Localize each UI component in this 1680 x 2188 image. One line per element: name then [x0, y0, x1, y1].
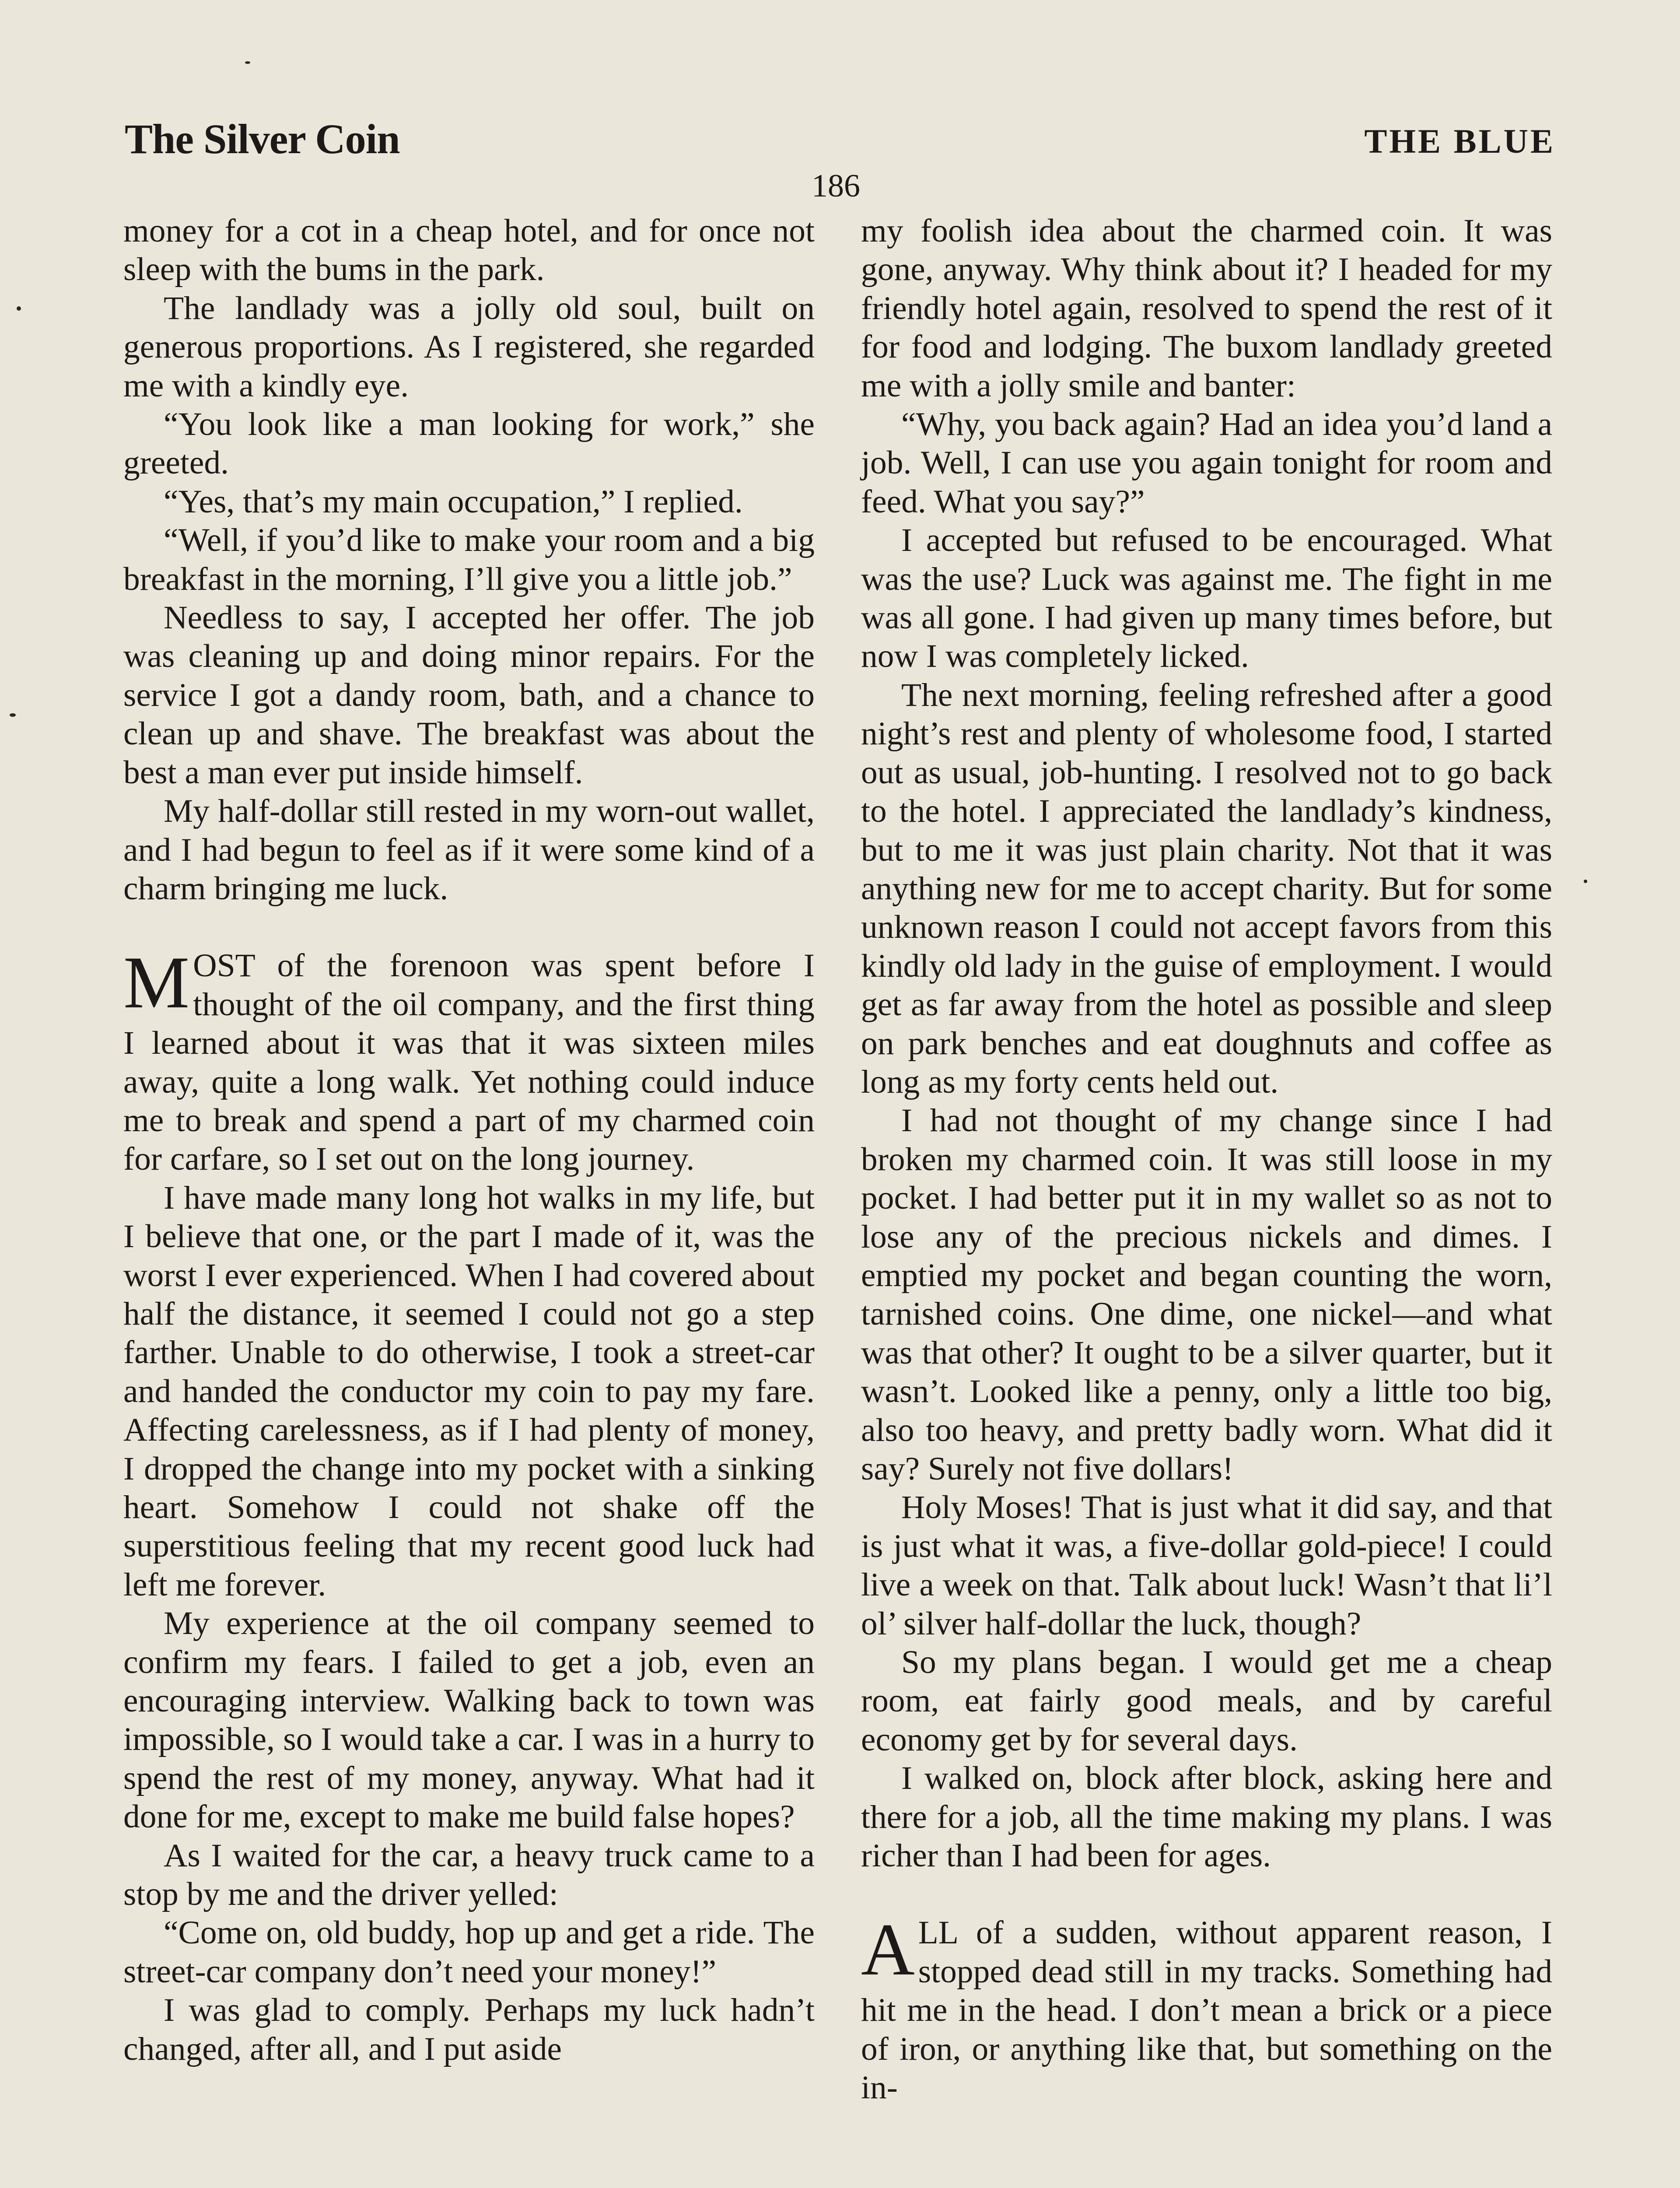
paragraph: “You look like a man looking for work,” she greeted. — [123, 406, 815, 481]
magazine-title: THE BLUE — [1364, 122, 1555, 160]
paragraph: I walked on, block after block, asking here and there for a job, all the time making my plans. I was richer than I had been for ages. — [861, 1760, 1552, 1874]
paragraph: So my plans began. I would get me a cheap room, eat fairly good meals, and by careful economy get by for several days. — [861, 1644, 1552, 1758]
paragraph: my foolish idea about the charmed coin. It was gone, anyway. Why think about it? I headed for my friendly hotel again, resolved to spend the rest of it for food and lodging. The buxom landlady greeted me with a jolly smile and banter: — [861, 213, 1552, 404]
section-opening-text: OST of the forenoon was spent before I thought of the oil company, and the first thing I learned about it was that it was sixteen miles away, quite a long walk. Yet nothing could induce me to break and spend a part of my charmed coin for carfare, so I set out on the long journey. — [123, 947, 815, 1178]
section-opening-text: LL of a sudden, without apparent reason, I stopped dead still in my tracks. Something had hit me in the head. I don’t mean a brick or a piece of iron, or anything like that, but something on the in- — [861, 1914, 1552, 2106]
paragraph: I have made many long hot walks in my life, but I believe that one, or the part I made of it, was the worst I ever experienced. When I had covered about half the distance, it seemed I could not go a step farther. Unable to do otherwise, I took a street-car and handed the conductor my coin to pay my fare. Affecting carelessness, as if I had plenty of money, I dropped the change into my pocket with a sinking heart. Somehow I could not shake off the superstitious feeling that my recent good luck had left me forever. — [123, 1179, 815, 1603]
drop-cap: M — [123, 941, 190, 1024]
paragraph: The landlady was a jolly old soul, built on generous proportions. As I registered, she regarded me with a kindly eye. — [123, 290, 815, 404]
left-column — [123, 212, 815, 2069]
paragraph: “Why, you back again? Had an idea you’d land a job. Well, I can use you again tonight for room and feed. What you say?” — [861, 406, 1552, 520]
page-number: 186 — [812, 168, 860, 204]
paper-speck — [245, 61, 250, 64]
paragraph: My experience at the oil company seemed to confirm my fears. I failed to get a job, even an encouraging interview. Walking back to town was impossible, so I would take a car. I was in a hurry to spend the rest of my money, anyway. What had it done for me, except to make me build false hopes? — [123, 1605, 815, 1835]
drop-cap: A — [861, 1908, 915, 1991]
paragraph: I accepted but refused to be encouraged. What was the use? Luck was against me. The fight in me was all gone. I had given up many times before, but now I was completely licked. — [861, 522, 1552, 675]
paragraph: “Come on, old buddy, hop up and get a ride. The street-car company don’t need your money!” — [123, 1914, 815, 1990]
paragraph: I was glad to comply. Perhaps my luck hadn’t changed, after all, and I put aside — [123, 1992, 815, 2067]
paragraph: Needless to say, I accepted her offer. The job was cleaning up and doing minor repairs. For the service I got a dandy room, bath, and a chance to clean up and shave. The breakfast was about the best a man ever put inside himself. — [123, 600, 815, 791]
section-opening-paragraph — [861, 1908, 1552, 2107]
paragraph: The next morning, feeling refreshed after a good night’s rest and plenty of wholesome food, I started out as usual, job-hunting. I resolved not to go back to the hotel. I appreciated the landlady’s kindness, but to me it was just plain charity. Not that it was anything new for me to accept charity. But for some unknown reason I could not accept favors from this kindly old lady in the guise of employment. I would get as far away from the hotel as possible and sleep on park benches and eat doughnuts and coffee as long as my forty cents held out. — [861, 677, 1552, 1100]
paragraph: I had not thought of my change since I had broken my charmed coin. It was still loose in my pocket. I had better put it in my wallet so as not to lose any of the precious nickels and dimes. I emptied my pocket and began counting the worn, tarnished coins. One dime, one nickel—and what was that other? It ought to be a silver quarter, but it wasn’t. Looked like a penny, only a little too big, also too heavy, and pretty badly worn. What did it say? Surely not five dollars! — [861, 1102, 1552, 1487]
paragraph: My half-dollar still rested in my worn-out wallet, and I had begun to feel as if it were some kind of a charm bringing me luck. — [123, 793, 815, 907]
story-title: The Silver Coin — [125, 116, 400, 162]
paragraph: “Well, if you’d like to make your room and a big breakfast in the morning, I’ll give you a little job.” — [123, 522, 815, 597]
paragraph: As I waited for the car, a heavy truck came to a stop by me and the driver yelled: — [123, 1837, 815, 1913]
paper-speck — [17, 306, 21, 311]
section-opening-paragraph — [123, 941, 815, 1178]
paragraph: money for a cot in a cheap hotel, and for once not sleep with the bums in the park. — [123, 213, 815, 288]
paper-speck — [1584, 880, 1587, 883]
paragraph: Holy Moses! That is just what it did say, and that is just what it was, a five-dollar gold-piece! I could live a week on that. Talk about luck! Wasn’t that li’l ol’ silver half-dollar the luck, though? — [861, 1489, 1552, 1642]
paragraph: “Yes, that’s my main occupation,” I replied. — [164, 483, 743, 520]
right-column — [861, 212, 1552, 2107]
paper-speck — [10, 713, 16, 717]
